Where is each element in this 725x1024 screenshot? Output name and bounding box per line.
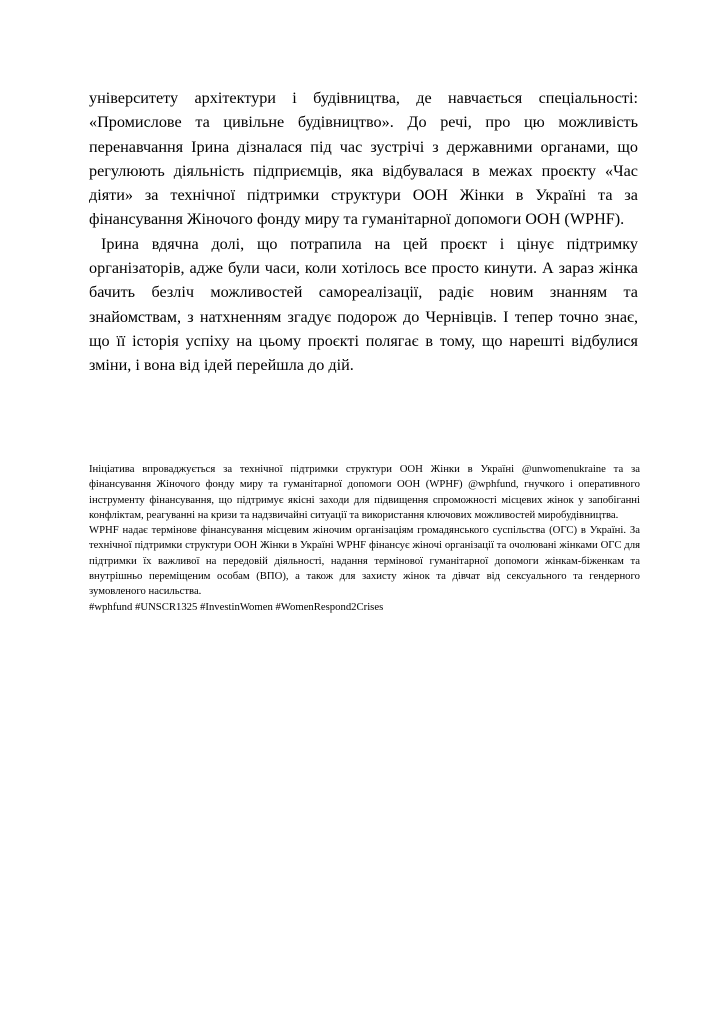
article-paragraph-1: університету архітектури і будівництва, де навчається спеціальності: «Промислове та цивільне будівництво». До речі, про цю можливість перенавчання Ірина дізналася під час зустрічі з державними органами, що регулюють діяльність підприємців, яка відбувалася в межах проєкту «Час діяти» за технічної підтримки структури ООН Жінки в Україні та за фінансування Жіночого фонду миру та гуманітарної допомоги ООН (WPHF). bbox=[89, 89, 638, 229]
hashtags: #wphfund #UNSCR1325 #InvestinWomen #WomenRespond2Crises bbox=[89, 600, 384, 613]
article-paragraph-2: Ірина вдячна долі, що потрапила на цей проєкт і цінує підтримку організаторів, адже були часи, коли хотілось все просто кинути. А зараз жінка бачить безліч можливостей самореалізації, радіє новим знанням та знайомствам, з натхненням згадує подорож до Чернівців. І тепер точно знає, що її історія успіху на цьому проєкті полягає в тому, що нарешті відбулися зміни, і вона від ідей перейшла до дій. bbox=[89, 234, 638, 375]
footnote-paragraph-2: WPHF надає термінове фінансування місцевим жіночим організаціям громадянського суспільства (ОГС) в Україні. За технічної підтримки структури ООН Жінки в Україні WPHF фінансує жіночі організації та очолювані жінками ОГС для підтримки їх важливої на передовій діяльності, надання термінової гуманітарної допомоги жінкам-біженкам та внутрішньо переміщеним особам (ВПО), а також для захисту жінок та дівчат від сексуального та гендерного зумовленого насильства. bbox=[89, 524, 640, 598]
article-body bbox=[89, 86, 638, 378]
footnote-block bbox=[89, 462, 640, 615]
footnote-paragraph-1: Ініціатива впроваджується за технічної підтримки структури ООН Жінки в Україні @unwomenukraine та за фінансування Жіночого фонду миру та гуманітарної допомоги ООН (WPHF) @wphfund, гнучкого і оперативного інструменту фінансування, що підтримує якісні заходи для підвищення спроможності місцевих жінок у запобіганні конфліктам, реагуванні на кризи та надзвичайні ситуації та використання ключових можливостей миробудівництва. bbox=[89, 463, 640, 521]
